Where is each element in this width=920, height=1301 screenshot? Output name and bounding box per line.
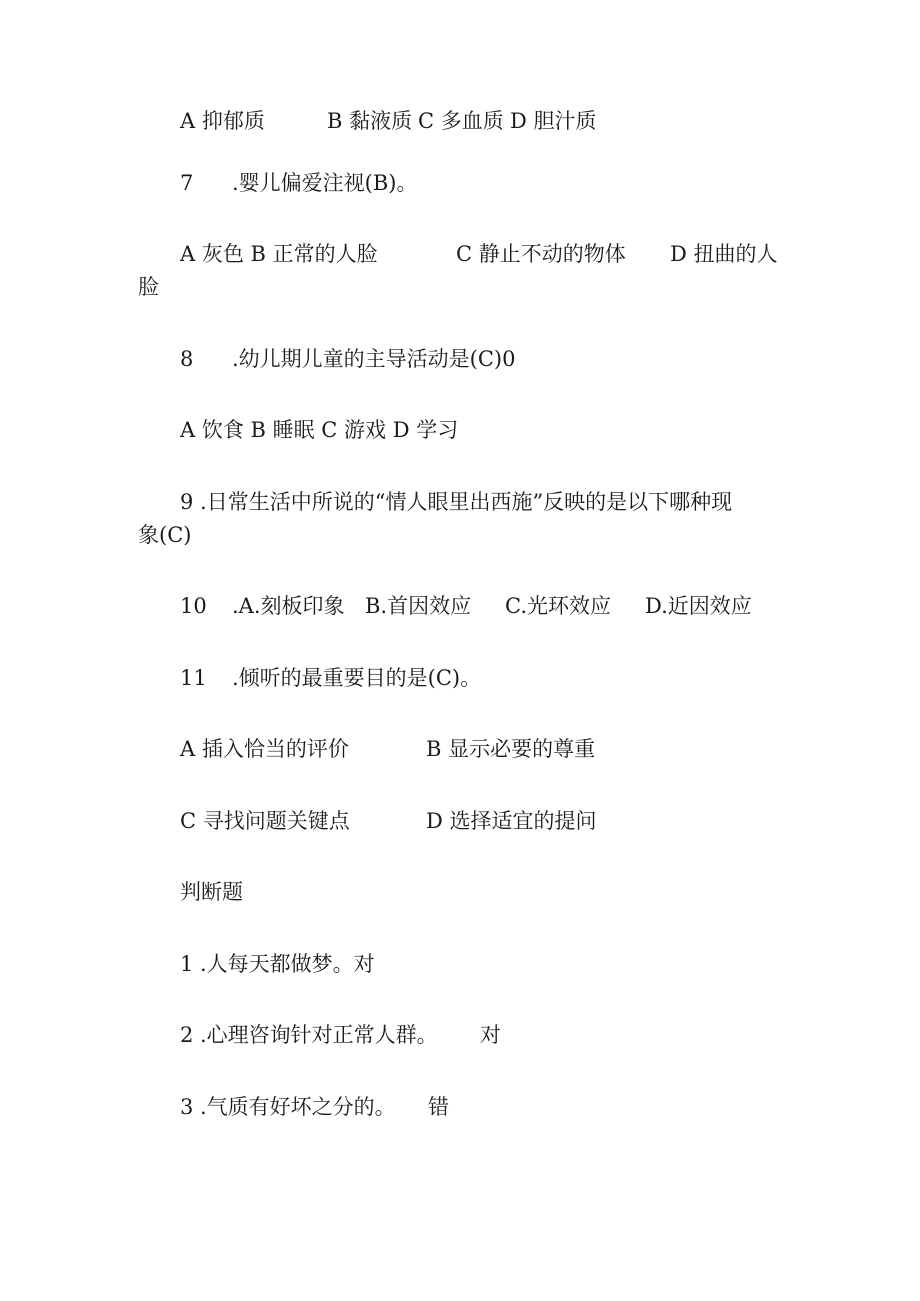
- section-title: 判断题: [180, 880, 243, 904]
- q6-option-c: C 多血质: [418, 109, 504, 133]
- judgment-3-number: 3: [180, 1095, 194, 1119]
- judgment-2-number: 2: [180, 1023, 194, 1047]
- q11-option-a: A 插入恰当的评价: [180, 737, 349, 761]
- q8-options: A 饮食 B 睡眠 C 游戏 D 学习: [180, 418, 459, 442]
- q7-number: 7: [180, 171, 194, 195]
- q11-option-c: C 寻找问题关键点: [180, 809, 350, 833]
- judgment-2-text: .心理咨询针对正常人群。: [200, 1023, 438, 1047]
- judgment-2-answer: 对: [480, 1023, 501, 1047]
- q10-number: 10: [180, 594, 207, 618]
- judgment-1-number: 1: [180, 952, 194, 976]
- q8-text: .幼儿期儿童的主导活动是(C)0: [232, 347, 516, 371]
- q11-option-b: B 显示必要的尊重: [426, 737, 596, 761]
- q6-option-b: B 黏液质: [327, 109, 413, 133]
- q6-option-a: A 抑郁质: [180, 109, 265, 133]
- q7-option-ab: A 灰色 B 正常的人脸: [180, 242, 378, 266]
- judgment-1-text: .人每天都做梦。对: [200, 952, 375, 976]
- q11-text: .倾听的最重要目的是(C)。: [232, 666, 482, 690]
- judgment-3-answer: 错: [428, 1095, 449, 1119]
- q7-option-d: D 扭曲的人: [670, 242, 778, 266]
- q10-option-b: B.首因效应: [365, 594, 472, 618]
- q11-number: 11: [180, 666, 207, 690]
- q6-option-d: D 胆汁质: [510, 109, 597, 133]
- q10-option-c: C.光环效应: [505, 594, 611, 618]
- q9-line-2: 象(C): [138, 523, 192, 547]
- q7-text: .婴儿偏爱注视(B)。: [232, 171, 418, 195]
- q7-option-c: C 静止不动的物体: [456, 242, 626, 266]
- q10-option-a: .A.刻板印象: [232, 594, 345, 618]
- judgment-3-text: .气质有好坏之分的。: [200, 1095, 396, 1119]
- q11-option-d: D 选择适宜的提问: [426, 809, 597, 833]
- q10-option-d: D.近因效应: [645, 594, 752, 618]
- q7-option-d-continued: 脸: [138, 275, 159, 299]
- q9-line-1: 9 .日常生活中所说的“情人眼里出西施”反映的是以下哪种现: [180, 490, 733, 514]
- q8-number: 8: [180, 347, 194, 371]
